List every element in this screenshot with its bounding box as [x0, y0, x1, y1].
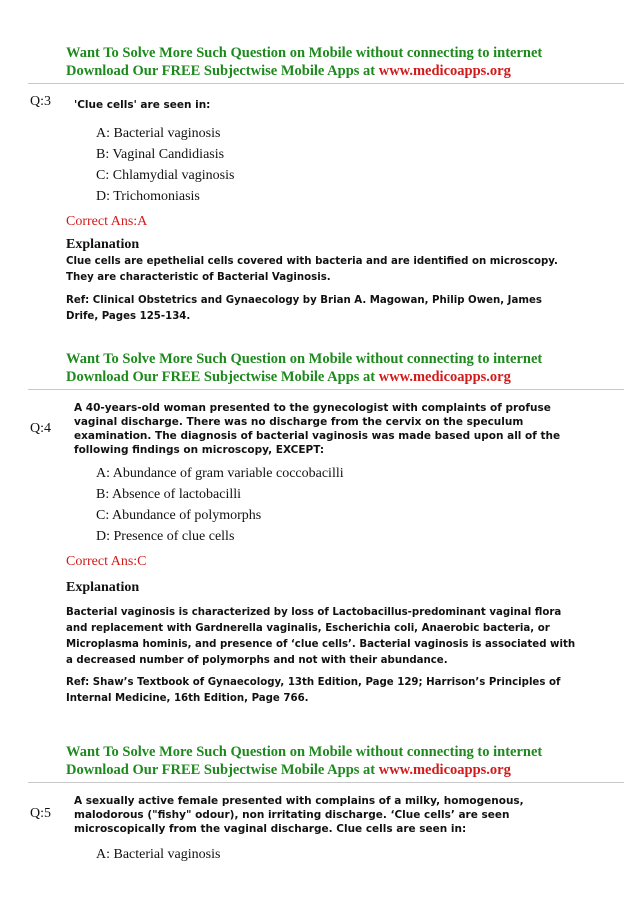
option-c[interactable]: C: Chlamydial vaginosis: [96, 168, 235, 183]
question-number: Q:5: [30, 806, 51, 821]
option-d[interactable]: D: Presence of clue cells: [96, 529, 235, 544]
option-b[interactable]: B: Vaginal Candidiasis: [96, 147, 225, 162]
question-number: Q:3: [30, 94, 51, 109]
promo-line-1: Want To Solve More Such Question on Mobile without connecting to internet: [66, 351, 543, 367]
divider: [28, 389, 624, 390]
divider: [28, 782, 624, 783]
option-b[interactable]: B: Absence of lactobacilli: [96, 487, 242, 502]
promo-line-2: [66, 761, 606, 779]
promo-text: Download Our FREE Subjectwise Mobile Apps at: [66, 762, 379, 778]
question-text: A 40-years-old woman presented to the gynecologist with complaints of profuse vaginal discharge. There was no discharge from the cervix on the speculum examination. The diagnosis of bacterial vaginosis was made based upon all of the following findings on microscopy, EXCEPT:: [74, 402, 561, 456]
medicoapps-link[interactable]: www.medicoapps.org: [378, 369, 511, 385]
medicoapps-link[interactable]: www.medicoapps.org: [378, 63, 511, 79]
promo-line-1: Want To Solve More Such Question on Mobile without connecting to internet: [66, 744, 543, 760]
explanation-heading: Explanation: [66, 237, 140, 252]
question-text: A sexually active female presented with complains of a milky, homogenous, malodorous ("fishy" odour), non irritating discharge. ‘Clue cells’ are seen microscopically from the vaginal discharge. Clue cells are seen in:: [74, 795, 524, 835]
promo-banner: [66, 350, 606, 386]
question-number: Q:4: [30, 421, 51, 436]
explanation-text: Clue cells are epethelial cells covered with bacteria and are identified on microscopy. They are characteristic of Bacterial Vaginosis.: [66, 256, 558, 283]
promo-banner: [66, 743, 606, 779]
option-a[interactable]: A: Bacterial vaginosis: [96, 126, 221, 141]
promo-line-2: [66, 368, 606, 386]
promo-line-2: [66, 62, 606, 80]
promo-text: Download Our FREE Subjectwise Mobile Apps at: [66, 369, 379, 385]
promo-text: Download Our FREE Subjectwise Mobile Apps at: [66, 63, 379, 79]
promo-banner: [66, 44, 606, 80]
medicoapps-link[interactable]: www.medicoapps.org: [378, 762, 511, 778]
option-d[interactable]: D: Trichomoniasis: [96, 189, 200, 204]
divider: [28, 83, 624, 84]
correct-answer: Correct Ans:C: [66, 554, 147, 569]
reference-text: Ref: Shaw’s Textbook of Gynaecology, 13th Edition, Page 129; Harrison’s Principles of Internal Medicine, 16th Edition, Page 766.: [66, 677, 561, 704]
explanation-heading: Explanation: [66, 580, 140, 595]
correct-answer: Correct Ans:A: [66, 214, 148, 229]
option-c[interactable]: C: Abundance of polymorphs: [96, 508, 262, 523]
reference-text: Ref: Clinical Obstetrics and Gynaecology by Brian A. Magowan, Philip Owen, James Drife, Pages 125-134.: [66, 295, 542, 322]
promo-line-1: Want To Solve More Such Question on Mobile without connecting to internet: [66, 45, 543, 61]
question-text: 'Clue cells' are seen in:: [74, 99, 211, 111]
explanation-text: Bacterial vaginosis is characterized by loss of Lactobacillus-predominant vaginal flora and replacement with Gardnerella vaginalis, Escherichia coli, Anaerobic bacteria, or Microplasma hominis, and presence of ‘clue cells’. Bacterial vaginosis is associated with a decreased number of polymorphs and not with their abundance.: [66, 607, 576, 666]
option-a[interactable]: A: Bacterial vaginosis: [96, 847, 221, 862]
option-a[interactable]: A: Abundance of gram variable coccobacilli: [96, 466, 344, 481]
